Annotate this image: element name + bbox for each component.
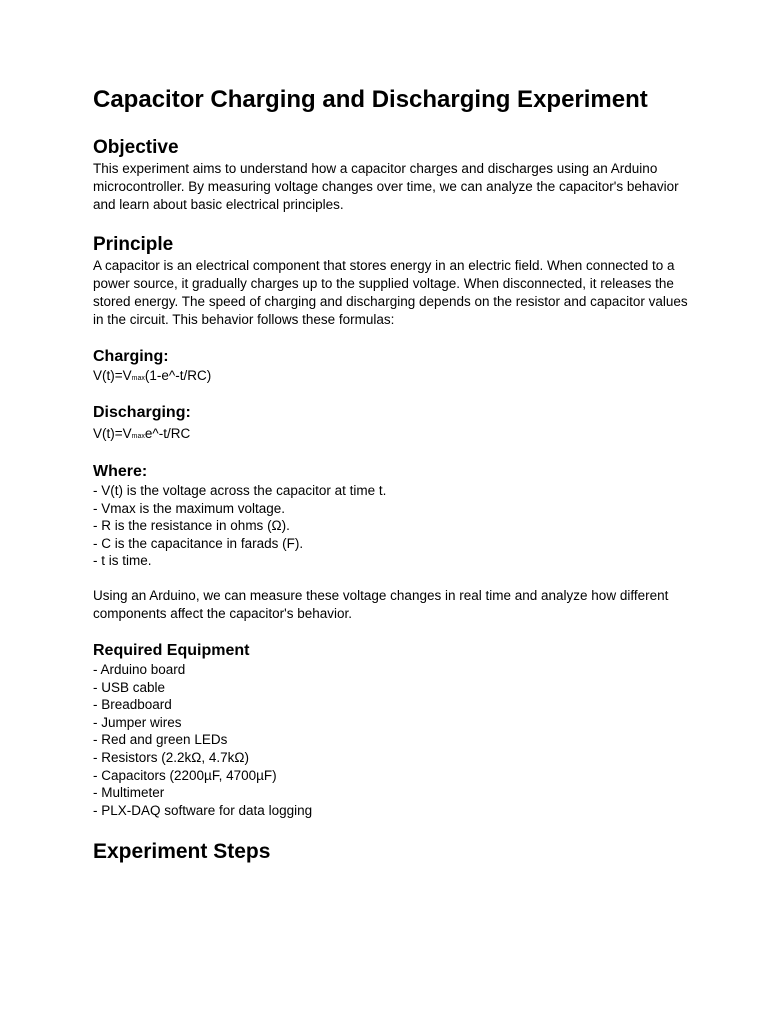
discharging-formula-prefix: V(t)=V — [93, 426, 132, 441]
list-item: - Resistors (2.2kΩ, 4.7kΩ) — [93, 749, 249, 765]
list-item: - R is the resistance in ohms (Ω). — [93, 518, 290, 534]
equipment-heading: Required Equipment — [93, 641, 250, 659]
charging-formula-subscript: max — [131, 375, 145, 382]
principle-text: A capacitor is an electrical component that stores energy in an electric field. When connected to a power source, it gradually charges up to the supplied voltage. When disconnected, it releases the stored energy. The speed of charging and discharging depends on the resistor and capacitor values in the circuit. This behavior follows these formulas: — [93, 258, 688, 327]
list-item: - Vmax is the maximum voltage. — [93, 500, 286, 516]
experiment-steps-heading: Experiment Steps — [93, 840, 271, 864]
document-title: Capacitor Charging and Discharging Experiment — [93, 86, 648, 113]
charging-formula-suffix: (1-e^-t/RC) — [144, 368, 212, 383]
list-item: - Multimeter — [93, 785, 165, 801]
list-item: - Breadboard — [93, 697, 172, 713]
objective-heading: Objective — [93, 137, 179, 158]
charging-formula — [93, 367, 693, 385]
discharging-formula-subscript: max — [131, 433, 145, 440]
list-item: - Jumper wires — [93, 714, 182, 730]
principle-heading: Principle — [93, 234, 174, 255]
where-list — [93, 482, 693, 570]
list-item: - Capacitors (2200µF, 4700µF) — [93, 767, 277, 783]
list-item: - C is the capacitance in farads (F). — [93, 535, 304, 551]
list-item: - PLX-DAQ software for data logging — [93, 802, 313, 818]
list-item: - USB cable — [93, 679, 166, 695]
objective-text: This experiment aims to understand how a capacitor charges and discharges using an Arduino microcontroller. By measuring voltage changes over time, we can analyze the capacitor's behavior and learn about basic electrical principles. — [93, 161, 679, 212]
arduino-paragraph: Using an Arduino, we can measure these voltage changes in real time and analyze how different components affect the capacitor's behavior. — [93, 587, 669, 621]
discharging-heading: Discharging: — [93, 404, 191, 421]
charging-heading: Charging: — [93, 348, 169, 365]
discharging-formula-suffix: e^-t/RC — [144, 426, 191, 441]
list-item: - V(t) is the voltage across the capacitor at time t. — [93, 483, 387, 498]
discharging-formula — [93, 425, 693, 443]
document-page — [93, 84, 693, 866]
where-heading: Where: — [93, 463, 148, 480]
list-item: - Arduino board — [93, 661, 186, 677]
list-item: - t is time. — [93, 553, 152, 569]
charging-formula-prefix: V(t)=V — [93, 368, 132, 383]
equipment-list — [93, 661, 693, 819]
list-item: - Red and green LEDs — [93, 732, 228, 748]
